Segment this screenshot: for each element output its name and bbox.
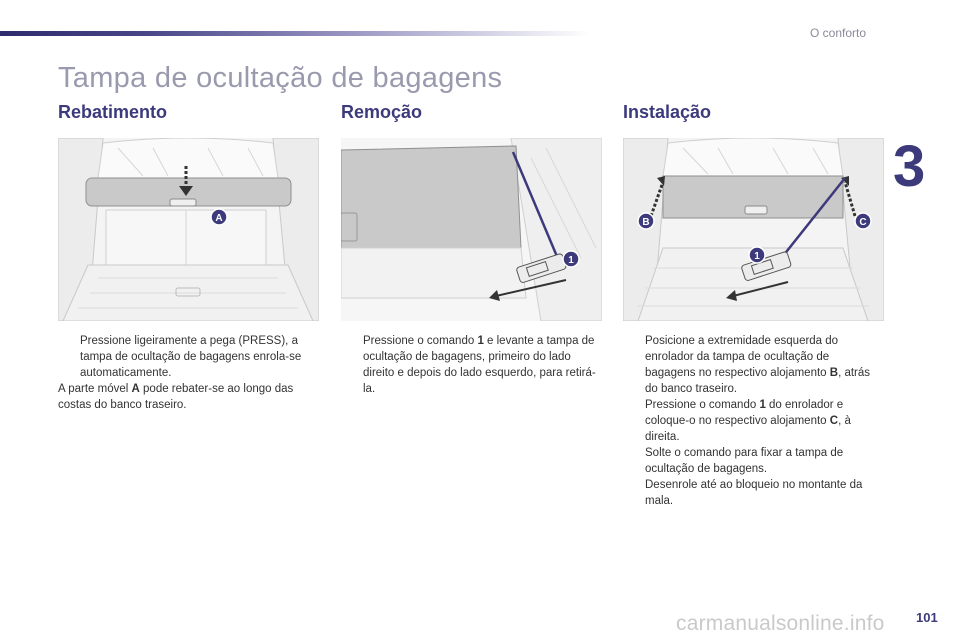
bullet-checkbox-icon — [623, 397, 645, 445]
illustration-remocao — [341, 138, 602, 321]
label-a: A — [215, 213, 223, 224]
label-1: 1 — [568, 255, 574, 266]
text-rebatimento — [58, 333, 316, 413]
heading-rebatimento: Rebatimento — [58, 102, 168, 122]
heading-instalacao: Instalação — [623, 102, 712, 122]
watermark: carmanualsonline.info — [676, 612, 885, 635]
heading-remocao: Remoção — [341, 102, 423, 122]
illustration-rebatimento — [58, 138, 319, 321]
page-title: Tampa de ocultação de bagagens — [58, 62, 503, 94]
bullet-item: Pressione o comando 1 do enrolador e coloque-o no respectivo alojamento C, à direita. — [623, 397, 881, 445]
page-number: 101 — [916, 610, 938, 625]
text-instalacao — [623, 333, 881, 509]
label-b: B — [642, 217, 650, 228]
text-remocao — [341, 333, 599, 397]
bullet-checkbox-icon — [58, 333, 80, 381]
header-accent-bar — [0, 31, 590, 36]
bullet-item: Pressione ligeiramente a pega (PRESS), a tampa de ocultação de bagagens enrola-se automaticamente. — [58, 333, 316, 381]
bullet-checkbox-icon — [341, 333, 363, 397]
label-c: C — [859, 217, 867, 228]
bullet-checkbox-icon — [623, 445, 645, 477]
bullet-item: Pressione o comando 1 e levante a tampa de ocultação de bagagens, primeiro do lado direito e depois do lado esquerdo, para retirá-la. — [341, 333, 599, 397]
bullet-checkbox-icon — [623, 477, 645, 509]
bullet-item: Desenrole até ao bloqueio no montante da mala. — [623, 477, 881, 509]
chapter-number: 3 — [893, 134, 926, 199]
paragraph: A parte móvel A pode rebater-se ao longo das costas do banco traseiro. — [58, 383, 294, 411]
bullet-item: Solte o comando para fixar a tampa de ocultação de bagagens. — [623, 445, 881, 477]
bullet-item: Posicione a extremidade esquerda do enrolador da tampa de ocultação de bagagens no respectivo alojamento B, atrás do banco traseiro. — [623, 333, 881, 397]
section-name: O conforto — [810, 26, 867, 40]
label-1: 1 — [754, 251, 760, 262]
illustration-instalacao — [623, 138, 884, 321]
bullet-checkbox-icon — [623, 333, 645, 397]
